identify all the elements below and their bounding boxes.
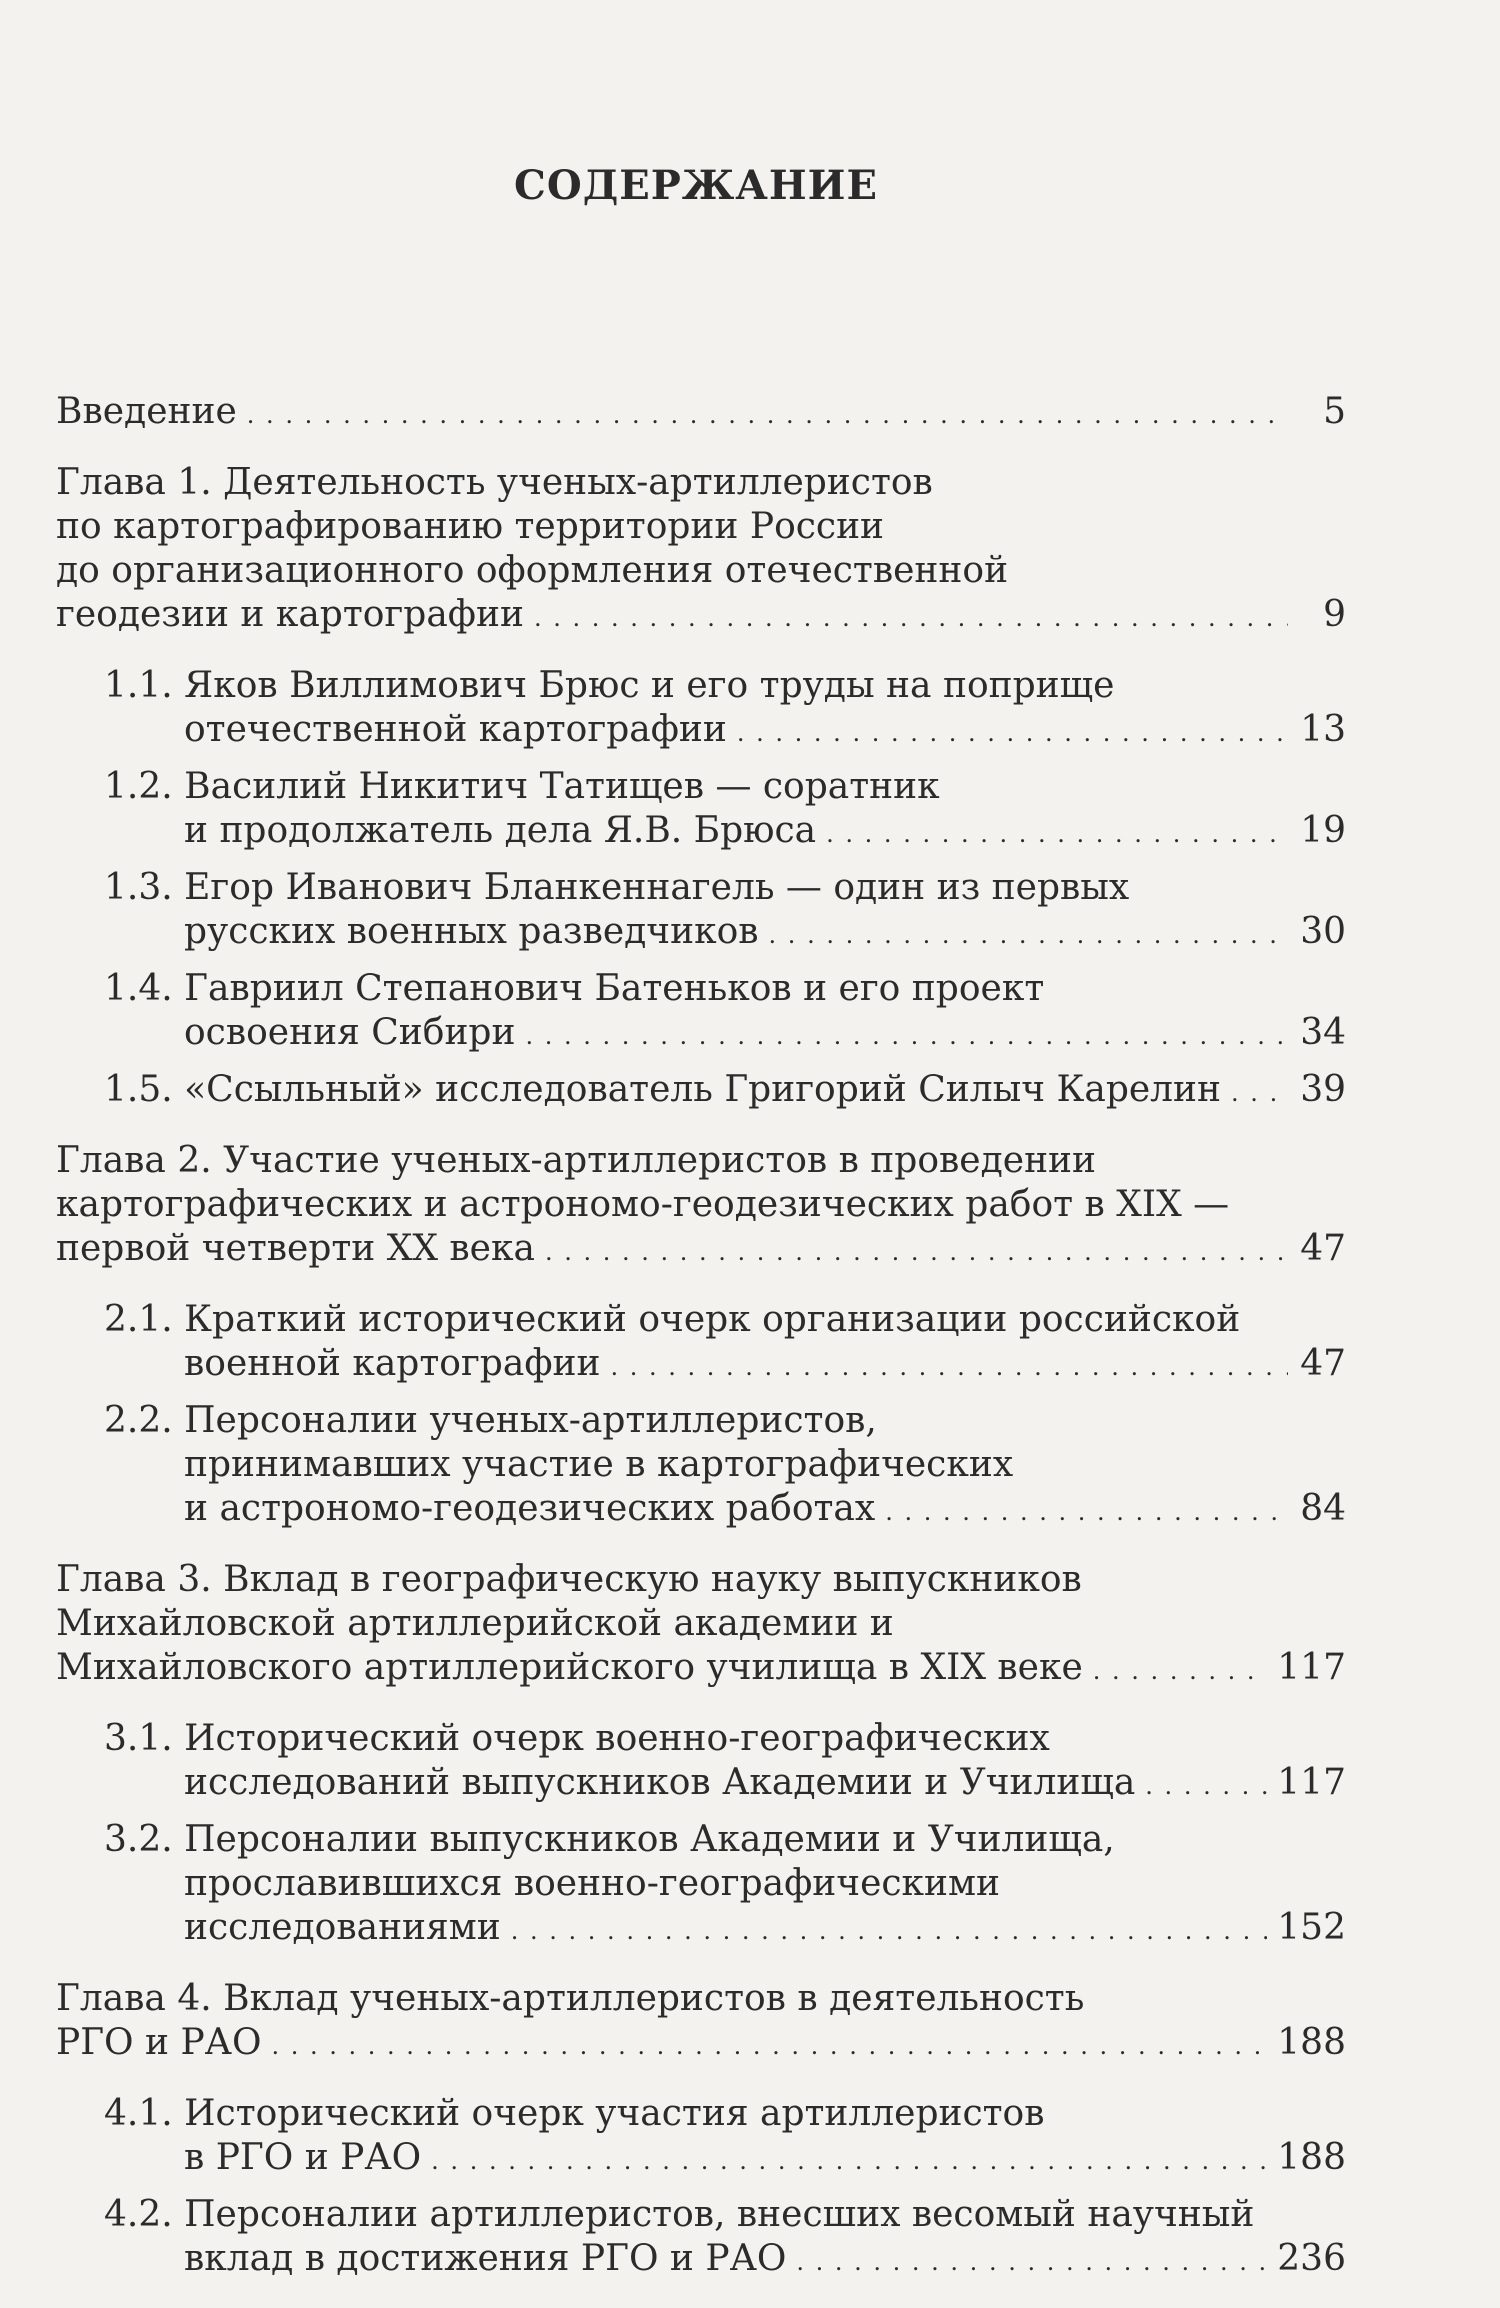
page-number: 236 (1277, 2238, 1346, 2279)
toc-section-s2_2[interactable] (104, 1399, 1346, 1534)
toc-entry-text: первой четверти XX века (56, 1228, 535, 1269)
toc-chapter-ch1[interactable] (56, 461, 1346, 640)
toc-entry-text: Михайловской артиллерийской академии и (56, 1603, 894, 1644)
toc-entry-text: Персоналии артиллеристов, внесших весомый научный (184, 2194, 1255, 2235)
toc-entry-text: Яков Виллимович Брюс и его труды на поприще (184, 665, 1115, 706)
toc-entry-text: Глава 3. Вклад в географическую науку выпускников (56, 1559, 1082, 1600)
dot-leader (534, 596, 1288, 640)
toc-entry-text: в РГО и РАО (184, 2137, 422, 2178)
toc-line (56, 593, 1346, 640)
toc-entry-text: Персоналии ученых-артиллеристов, (184, 1400, 877, 1441)
toc-entry-text: Исторический очерк военно-географических (184, 1718, 1050, 1759)
section-number: 3.2. (104, 1819, 173, 1860)
toc-entry-text: Исторический очерк участия артиллеристов (184, 2093, 1045, 2134)
page-number: 19 (1300, 810, 1346, 851)
page-title: СОДЕРЖАНИЕ (514, 162, 878, 209)
dot-leader (1093, 1649, 1268, 1693)
toc-section-s3_2[interactable] (104, 1818, 1346, 1953)
toc-entry-text: Егор Иванович Бланкеннагель — один из первых (184, 867, 1130, 908)
toc-line (56, 1139, 1346, 1183)
toc-line (104, 765, 1346, 809)
section-number: 1.5. (104, 1069, 173, 1110)
page-number: 152 (1277, 1907, 1346, 1948)
toc-line (104, 2092, 1346, 2136)
toc-entry-text: «Ссыльный» исследователь Григорий Силыч Карелин (184, 1069, 1222, 1110)
toc-line (104, 1487, 1346, 1534)
toc-entry-text: картографических и астрономо-геодезических работ в XIX — (56, 1184, 1230, 1225)
toc-line (56, 1602, 1346, 1646)
toc-entry-text: исследованиями (184, 1907, 501, 1948)
toc-entry-text: РГО и РАО (56, 2022, 262, 2063)
toc-chapter-intro[interactable] (56, 390, 1346, 437)
toc-entry-text: отечественной картографии (184, 709, 727, 750)
toc-entry-text: Михайловского артиллерийского училища в XIX веке (56, 1647, 1083, 1688)
toc-line (104, 1862, 1346, 1906)
toc-section-s1_3[interactable] (104, 866, 1346, 957)
toc-section-s1_5[interactable] (104, 1068, 1346, 1115)
page-number: 9 (1323, 594, 1346, 635)
toc-line (104, 1342, 1346, 1389)
section-number: 1.3. (104, 867, 173, 908)
toc-line (104, 1298, 1346, 1342)
toc-entry-text: Василий Никитич Татищев — соратник (184, 766, 940, 807)
page-number: 47 (1300, 1343, 1346, 1384)
toc-entry-text: геодезии и картографии (56, 594, 524, 635)
section-number: 2.2. (104, 1400, 173, 1441)
section-number: 1.4. (104, 968, 173, 1009)
toc-line (104, 866, 1346, 910)
page-number: 47 (1300, 1228, 1346, 1269)
page-number: 34 (1300, 1012, 1346, 1053)
toc-line (56, 390, 1346, 437)
section-number: 2.1. (104, 1299, 173, 1340)
dot-leader (610, 1345, 1288, 1389)
dot-leader (769, 913, 1288, 957)
page-number: 117 (1277, 1647, 1346, 1688)
toc-line (56, 1558, 1346, 1602)
toc-line (104, 1818, 1346, 1862)
dot-leader (1231, 1071, 1288, 1115)
toc-line (104, 664, 1346, 708)
toc-section-s2_1[interactable] (104, 1298, 1346, 1389)
dot-leader (737, 711, 1288, 755)
toc-section-s3_1[interactable] (104, 1717, 1346, 1808)
toc-entry-text: прославившихся военно-географическими (184, 1863, 1001, 1904)
dot-leader (826, 812, 1288, 856)
toc-line (56, 1646, 1346, 1693)
toc-line (104, 1399, 1346, 1443)
toc-entry-text: Введение (56, 391, 237, 432)
toc-line (104, 967, 1346, 1011)
page-number: 30 (1300, 911, 1346, 952)
page-number: 188 (1277, 2137, 1346, 2178)
toc-entry-text: Глава 2. Участие ученых-артиллеристов в проведении (56, 1140, 1097, 1181)
dot-leader (545, 1230, 1288, 1274)
toc-entry-text: русских военных разведчиков (184, 911, 759, 952)
toc-line (104, 1906, 1346, 1953)
toc-entry-text: исследований выпускников Академии и Училища (184, 1762, 1136, 1803)
dot-leader (1145, 1764, 1267, 1808)
toc-section-s4_2[interactable] (104, 2193, 1346, 2284)
toc-entry-text: Краткий исторический очерк организации российской (184, 1299, 1241, 1340)
toc-line (104, 2237, 1346, 2284)
toc-entry-text: освоения Сибири (184, 1012, 516, 1053)
dot-leader (511, 1909, 1268, 1953)
dot-leader (271, 2024, 1267, 2068)
toc-line (104, 2193, 1346, 2237)
toc-line (104, 1011, 1346, 1058)
toc-entry-text: и астрономо-геодезических работах (184, 1488, 876, 1529)
toc-line (104, 1443, 1346, 1487)
toc-section-s1_2[interactable] (104, 765, 1346, 856)
toc-section-s1_1[interactable] (104, 664, 1346, 755)
toc-entry-text: Глава 1. Деятельность ученых-артиллеристов (56, 462, 933, 503)
toc-entry-text: по картографированию территории России (56, 506, 885, 547)
section-number: 3.1. (104, 1718, 173, 1759)
page-number: 188 (1277, 2022, 1346, 2063)
toc-line (56, 2021, 1346, 2068)
toc-entry-text: принимавших участие в картографических (184, 1444, 1014, 1485)
toc-line (104, 809, 1346, 856)
section-number: 4.1. (104, 2093, 173, 2134)
dot-leader (796, 2240, 1267, 2284)
dot-leader (525, 1014, 1288, 1058)
toc-entry-text: Глава 4. Вклад ученых-артиллеристов в деятельность (56, 1978, 1085, 2019)
toc-line (104, 1068, 1346, 1115)
page-number: 39 (1300, 1069, 1346, 1110)
toc-line (56, 505, 1346, 549)
toc-entry-text: вклад в достижения РГО и РАО (184, 2238, 787, 2279)
toc-chapter-ch2[interactable] (56, 1139, 1346, 1274)
dot-leader (431, 2139, 1267, 2183)
toc-entry-text: Гавриил Степанович Батеньков и его проект (184, 968, 1045, 1009)
toc-entry-text: до организационного оформления отечественной (56, 550, 1009, 591)
toc-line (56, 1183, 1346, 1227)
toc-line (56, 1977, 1346, 2021)
toc-chapter-ch4[interactable] (56, 1977, 1346, 2068)
page-number: 117 (1277, 1762, 1346, 1803)
toc-line (104, 910, 1346, 957)
toc-line (56, 549, 1346, 593)
toc-line (104, 1717, 1346, 1761)
toc-line (56, 461, 1346, 505)
table-of-contents (56, 390, 1346, 2308)
dot-leader (885, 1490, 1288, 1534)
section-number: 1.2. (104, 766, 173, 807)
section-number: 1.1. (104, 665, 173, 706)
toc-entry-text: Персоналии выпускников Академии и Училища, (184, 1819, 1115, 1860)
page-number: 13 (1300, 709, 1346, 750)
toc-chapter-ch3[interactable] (56, 1558, 1346, 1693)
toc-line (104, 2136, 1346, 2183)
page-number: 5 (1323, 391, 1346, 432)
toc-section-s1_4[interactable] (104, 967, 1346, 1058)
toc-line (104, 1761, 1346, 1808)
toc-section-s4_1[interactable] (104, 2092, 1346, 2183)
toc-line (56, 1227, 1346, 1274)
dot-leader (247, 393, 1288, 437)
toc-line (104, 708, 1346, 755)
page-number: 84 (1300, 1488, 1346, 1529)
toc-entry-text: военной картографии (184, 1343, 601, 1384)
section-number: 4.2. (104, 2194, 173, 2235)
toc-entry-text: и продолжатель дела Я.В. Брюса (184, 810, 817, 851)
